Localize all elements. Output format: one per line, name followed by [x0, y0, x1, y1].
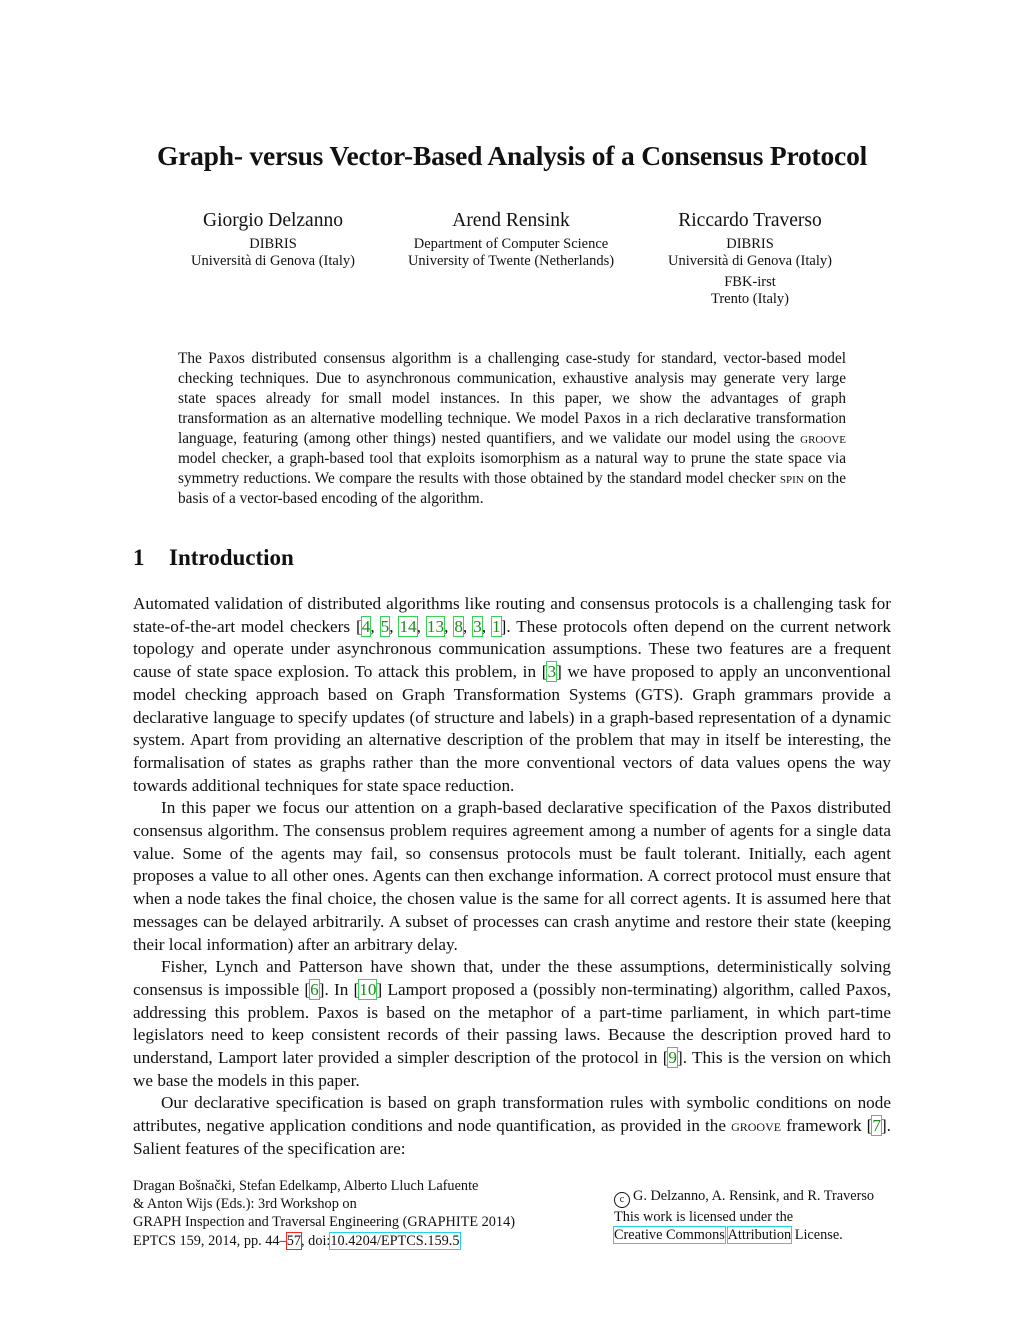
- license-info: [614, 1187, 914, 1244]
- abstract-text: The Paxos distributed consensus algorithm is a challenging case-study for standard, vector-based model checking techniques. Due to asynchronous communication, exhaustive analysis may generate very large state spaces already for small model instances. In this paper, we show the advantages of graph transformation as an alternative modelling technique. We model Paxos in a rich declarative transformation language, featuring (among other things) nested quantifiers, and we validate our model using the: [178, 350, 846, 447]
- license-line: Creative Commons Attribution License.: [614, 1227, 843, 1244]
- citation-link[interactable]: 14: [399, 616, 417, 636]
- citation-link[interactable]: 13: [426, 616, 445, 636]
- citation-link[interactable]: 7: [872, 1116, 881, 1136]
- author-name: Riccardo Traverso: [678, 210, 822, 231]
- affiliation-line: FBK-irst: [724, 274, 776, 290]
- citation-link[interactable]: 5: [380, 616, 390, 636]
- doi-link[interactable]: 10.4204/EPTCS.159.5: [330, 1232, 460, 1249]
- affiliation-line: DIBRIS: [249, 236, 297, 252]
- tool-name-groove: groove: [800, 430, 846, 447]
- citation-link[interactable]: 8: [454, 616, 463, 636]
- publication-line: EPTCS 159, 2014, pp. 44–57, doi:10.4204/EPTCS.159.5: [133, 1232, 460, 1249]
- body-text: [133, 593, 891, 1161]
- affiliation-line: Department of Computer Science: [413, 236, 609, 252]
- citation-link[interactable]: 3: [473, 616, 482, 636]
- citation-link[interactable]: 6: [310, 979, 319, 999]
- affiliation-line: Trento (Italy): [711, 291, 789, 307]
- copyright-line: c G. Delzanno, A. Rensink, and R. Traverso: [614, 1187, 914, 1208]
- publication-line: Dragan Bošnački, Stefan Edelkamp, Alberto Lluch Lafuente: [133, 1178, 479, 1194]
- last-page-link[interactable]: 57: [286, 1232, 302, 1249]
- section-heading: [133, 545, 294, 571]
- paper-title: Graph- versus Vector-Based Analysis of a Consensus Protocol: [156, 140, 868, 171]
- author-block-2: [381, 208, 641, 270]
- section-number: 1: [133, 545, 145, 570]
- affiliation-line: DIBRIS: [726, 236, 774, 252]
- paragraph: Automated validation of distributed algorithms like routing and consensus protocols is a challenging task for state-of-the-art model checkers [4, 5, 14, 13, 8, 3, 1]. These protocols often depend on the current network topology and operate under asynchronous communication assumptions. These two features are a frequent cause of state space explosion. To attack this problem, in [3] we have proposed to apply an unconventional model checking approach based on Graph Transformation Systems (GTS). Graph grammars provide a declarative language to specify updates (of structure and labels) in a graph-based representation of a dynamic system. Apart from providing an alternative description of the problem that may in itself be interesting, the formalisation of states as graphs rather than the more conventional vectors of data values opens the way towards additional techniques for state space reduction.: [133, 594, 892, 795]
- abstract-text: on the basis of a vector-based encoding of the algorithm.: [178, 470, 846, 507]
- citation-link[interactable]: 3: [547, 662, 557, 682]
- author-block-1: [143, 208, 403, 270]
- publication-line: & Anton Wijs (Eds.): 3rd Workshop on: [133, 1196, 357, 1213]
- publication-line: GRAPH Inspection and Traversal Engineering (GRAPHITE 2014): [133, 1214, 515, 1231]
- author-block-3: [620, 208, 880, 308]
- section-title: Introduction: [169, 545, 294, 570]
- paragraph: In this paper we focus our attention on a graph-based declarative specification of the Paxos distributed consensus algorithm. The consensus problem requires agreement among a number of agents for a single data value. Some of the agents may fail, so consensus protocols must be fault tolerant. Initially, each agent proposes a value to all other ones. Agents can then exchange information. A correct protocol must ensure that when a node takes the final choice, the chosen value is the same for all correct agents. It is assumed here that messages can be delayed arbitrarily. A subset of processes can crash anytime and restore their state (keeping their local information) after an arbitrary delay.: [133, 798, 891, 954]
- affiliation-line: Università di Genova (Italy): [191, 253, 355, 269]
- license-line: This work is licensed under the: [614, 1209, 794, 1225]
- abstract: [178, 349, 846, 509]
- author-affiliation: [143, 236, 403, 270]
- author-affiliation-secondary: [620, 274, 880, 308]
- author-affiliation: [381, 236, 641, 270]
- affiliation-line: University of Twente (Netherlands): [407, 253, 615, 269]
- paragraph: Fisher, Lynch and Patterson have shown that, under the these assumptions, deterministically solving consensus is impossible [6]. In [10] Lamport proposed a (possibly non-terminating) algorithm, called Paxos, addressing this problem. Paxos is based on the metaphor of a part-time parliament, in which part-time legislators need to keep consistent records of their passing laws. Because the description proved hard to understand, Lamport later provided a simpler description of the protocol in [9]. This is the version on which we base the models in this paper.: [133, 957, 891, 1090]
- author-name: Giorgio Delzanno: [203, 210, 343, 231]
- author-name: Arend Rensink: [452, 210, 570, 231]
- tool-name-groove: groove: [731, 1116, 782, 1136]
- attribution-link[interactable]: Attribution: [727, 1227, 792, 1244]
- paragraph: Our declarative specification is based on graph transformation rules with symbolic conditions on node attributes, negative application conditions and node quantification, as provided in the groove framework [7]. Salient features of the specification are:: [133, 1093, 891, 1158]
- affiliation-line: Università di Genova (Italy): [668, 253, 832, 269]
- author-affiliation: [620, 236, 880, 270]
- citation-link[interactable]: 10: [359, 979, 377, 999]
- citation-link[interactable]: 4: [361, 616, 371, 636]
- citation-link[interactable]: 9: [668, 1048, 678, 1068]
- publication-info: [133, 1177, 553, 1250]
- creative-commons-link[interactable]: Creative Commons: [614, 1227, 725, 1244]
- copyright-icon: c: [614, 1192, 630, 1208]
- abstract-text: model checker, a graph-based tool that exploits isomorphism as a natural way to prune the state space via symmetry reductions. We compare the results with those obtained by the standard model checker: [178, 450, 846, 487]
- citation-link[interactable]: 1: [492, 616, 501, 636]
- tool-name-spin: spin: [779, 470, 804, 487]
